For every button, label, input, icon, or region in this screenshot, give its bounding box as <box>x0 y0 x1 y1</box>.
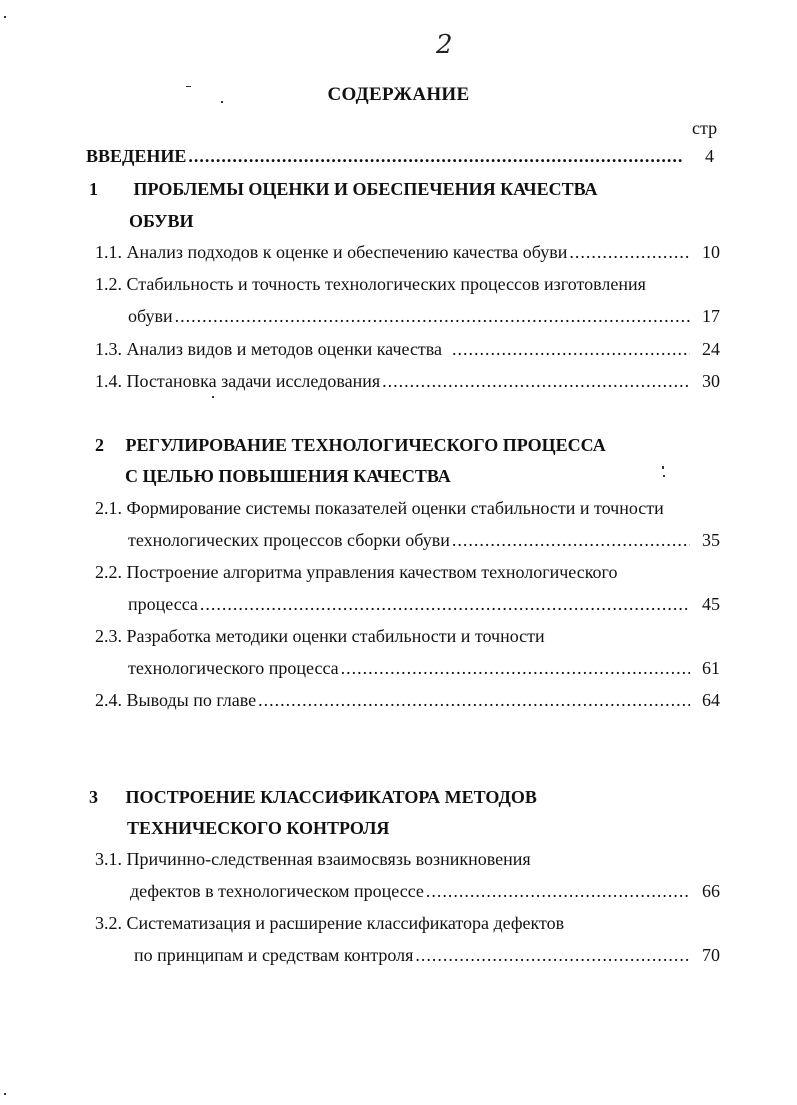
toc-section-2-1 <box>95 497 664 519</box>
section-number: 1.3. <box>95 339 122 359</box>
section-number: 1.2. <box>95 274 122 294</box>
dot-leader <box>569 241 690 263</box>
chapter-2-heading-cont: С ЦЕЛЬЮ ПОВЫШЕНИЯ КАЧЕСТВА <box>125 466 451 486</box>
toc-section-2-4 <box>95 689 720 711</box>
toc-section-1-2 <box>95 273 646 295</box>
section-title: Формирование системы показателей оценки стабильности и точности <box>126 498 664 518</box>
chapter-number: 1 <box>89 179 98 199</box>
section-number: 2.1. <box>95 498 122 518</box>
toc-entry-intro <box>86 145 714 167</box>
dot-leader <box>452 338 690 360</box>
chapter-3-heading-cont: ТЕХНИЧЕСКОГО КОНТРОЛЯ <box>127 818 390 838</box>
section-page: 30 <box>702 371 720 391</box>
scan-speck <box>186 86 191 87</box>
dot-leader <box>452 529 690 551</box>
section-number: 1.4. <box>95 371 122 391</box>
dot-leader <box>426 880 690 902</box>
section-page: 17 <box>702 306 720 326</box>
section-number: 2.3. <box>95 626 122 646</box>
chapter-1-heading <box>89 178 598 200</box>
section-number: 3.1. <box>95 849 122 869</box>
toc-section-2-3-cont <box>128 657 720 679</box>
section-page: 66 <box>702 881 720 901</box>
page-column-label: стр <box>692 118 718 138</box>
chapter-number: 2 <box>95 435 104 455</box>
dot-leader <box>258 689 690 711</box>
chapter-number: 3 <box>89 787 98 807</box>
section-title: Выводы по главе <box>126 690 257 710</box>
toc-entry-label: ВВЕДЕНИЕ <box>86 146 187 166</box>
section-title-cont: технологических процессов сборки обуви <box>128 530 450 550</box>
dot-leader <box>382 370 690 392</box>
toc-section-3-1 <box>95 848 531 870</box>
dot-leader <box>341 657 690 679</box>
section-page: 24 <box>702 339 720 359</box>
toc-section-2-2-cont <box>128 593 720 615</box>
dot-leader <box>175 305 690 327</box>
section-title: Построение алгоритма управления качеством технологического <box>126 562 618 582</box>
section-title-cont: дефектов в технологическом процессе <box>130 881 424 901</box>
chapter-3-heading <box>89 786 537 808</box>
section-title-cont: процесса <box>128 594 198 614</box>
section-title-cont: технологического процесса <box>128 658 339 678</box>
toc-section-2-3 <box>95 625 545 647</box>
scan-speck <box>4 16 6 18</box>
toc-section-3-2 <box>95 912 564 934</box>
toc-section-3-1-cont <box>130 880 720 902</box>
toc-section-2-2 <box>95 561 617 583</box>
section-page: 35 <box>702 530 720 550</box>
toc-section-1-4 <box>95 370 720 392</box>
scan-speck <box>663 475 665 477</box>
section-title: Стабильность и точность технологических процессов изготовления <box>126 274 646 294</box>
section-title: Разработка методики оценки стабильности и точности <box>126 626 545 646</box>
toc-section-1-3 <box>95 338 720 360</box>
scan-speck <box>221 101 223 103</box>
scan-speck <box>662 466 664 469</box>
toc-section-3-2-cont <box>134 944 720 966</box>
dot-leader <box>415 944 690 966</box>
page-title: СОДЕРЖАНИЕ <box>327 84 470 105</box>
toc-entry-page: 4 <box>705 146 714 166</box>
section-title: Анализ подходов к оценке и обеспечению качества обуви <box>126 242 568 262</box>
section-page: 64 <box>702 690 720 710</box>
section-number: 2.4. <box>95 690 122 710</box>
scan-speck <box>212 396 214 398</box>
section-number: 2.2. <box>95 562 122 582</box>
chapter-1-heading-cont: ОБУВИ <box>129 211 194 231</box>
section-number: 1.1. Анализ подходов к оценке и обеспечению качества обуви <box>95 242 568 262</box>
chapter-title: ПОСТРОЕНИЕ КЛАССИФИКАТОРА МЕТОДОВ <box>125 787 537 807</box>
dot-leader <box>200 593 690 615</box>
toc-section-1-1 <box>95 241 720 263</box>
section-page: 10 <box>702 242 720 262</box>
section-title: Анализ видов и методов оценки качества <box>126 339 443 359</box>
dot-leader <box>188 145 684 167</box>
section-title: Постановка задачи исследования <box>126 371 381 391</box>
section-title: Причинно-следственная взаимосвязь возникновения <box>126 849 531 869</box>
section-title: Систематизация и расширение классификатора дефектов <box>126 913 565 933</box>
section-title-cont: по принципам и средствам контроля <box>134 945 414 965</box>
section-page: 70 <box>702 945 720 965</box>
toc-section-2-1-cont <box>128 529 720 551</box>
section-title-cont: обуви <box>128 306 173 326</box>
section-page: 45 <box>702 594 720 614</box>
section-page: 61 <box>702 658 720 678</box>
chapter-title: РЕГУЛИРОВАНИЕ ТЕХНОЛОГИЧЕСКОГО ПРОЦЕССА <box>125 435 606 455</box>
chapter-title: ПРОБЛЕМЫ ОЦЕНКИ И ОБЕСПЕЧЕНИЯ КАЧЕСТВА <box>133 179 598 199</box>
section-number: 3.2. <box>95 913 122 933</box>
scan-speck <box>4 1093 6 1095</box>
page-number: 2 <box>436 30 453 60</box>
chapter-2-heading <box>95 434 606 456</box>
toc-section-1-2-cont <box>128 305 720 327</box>
